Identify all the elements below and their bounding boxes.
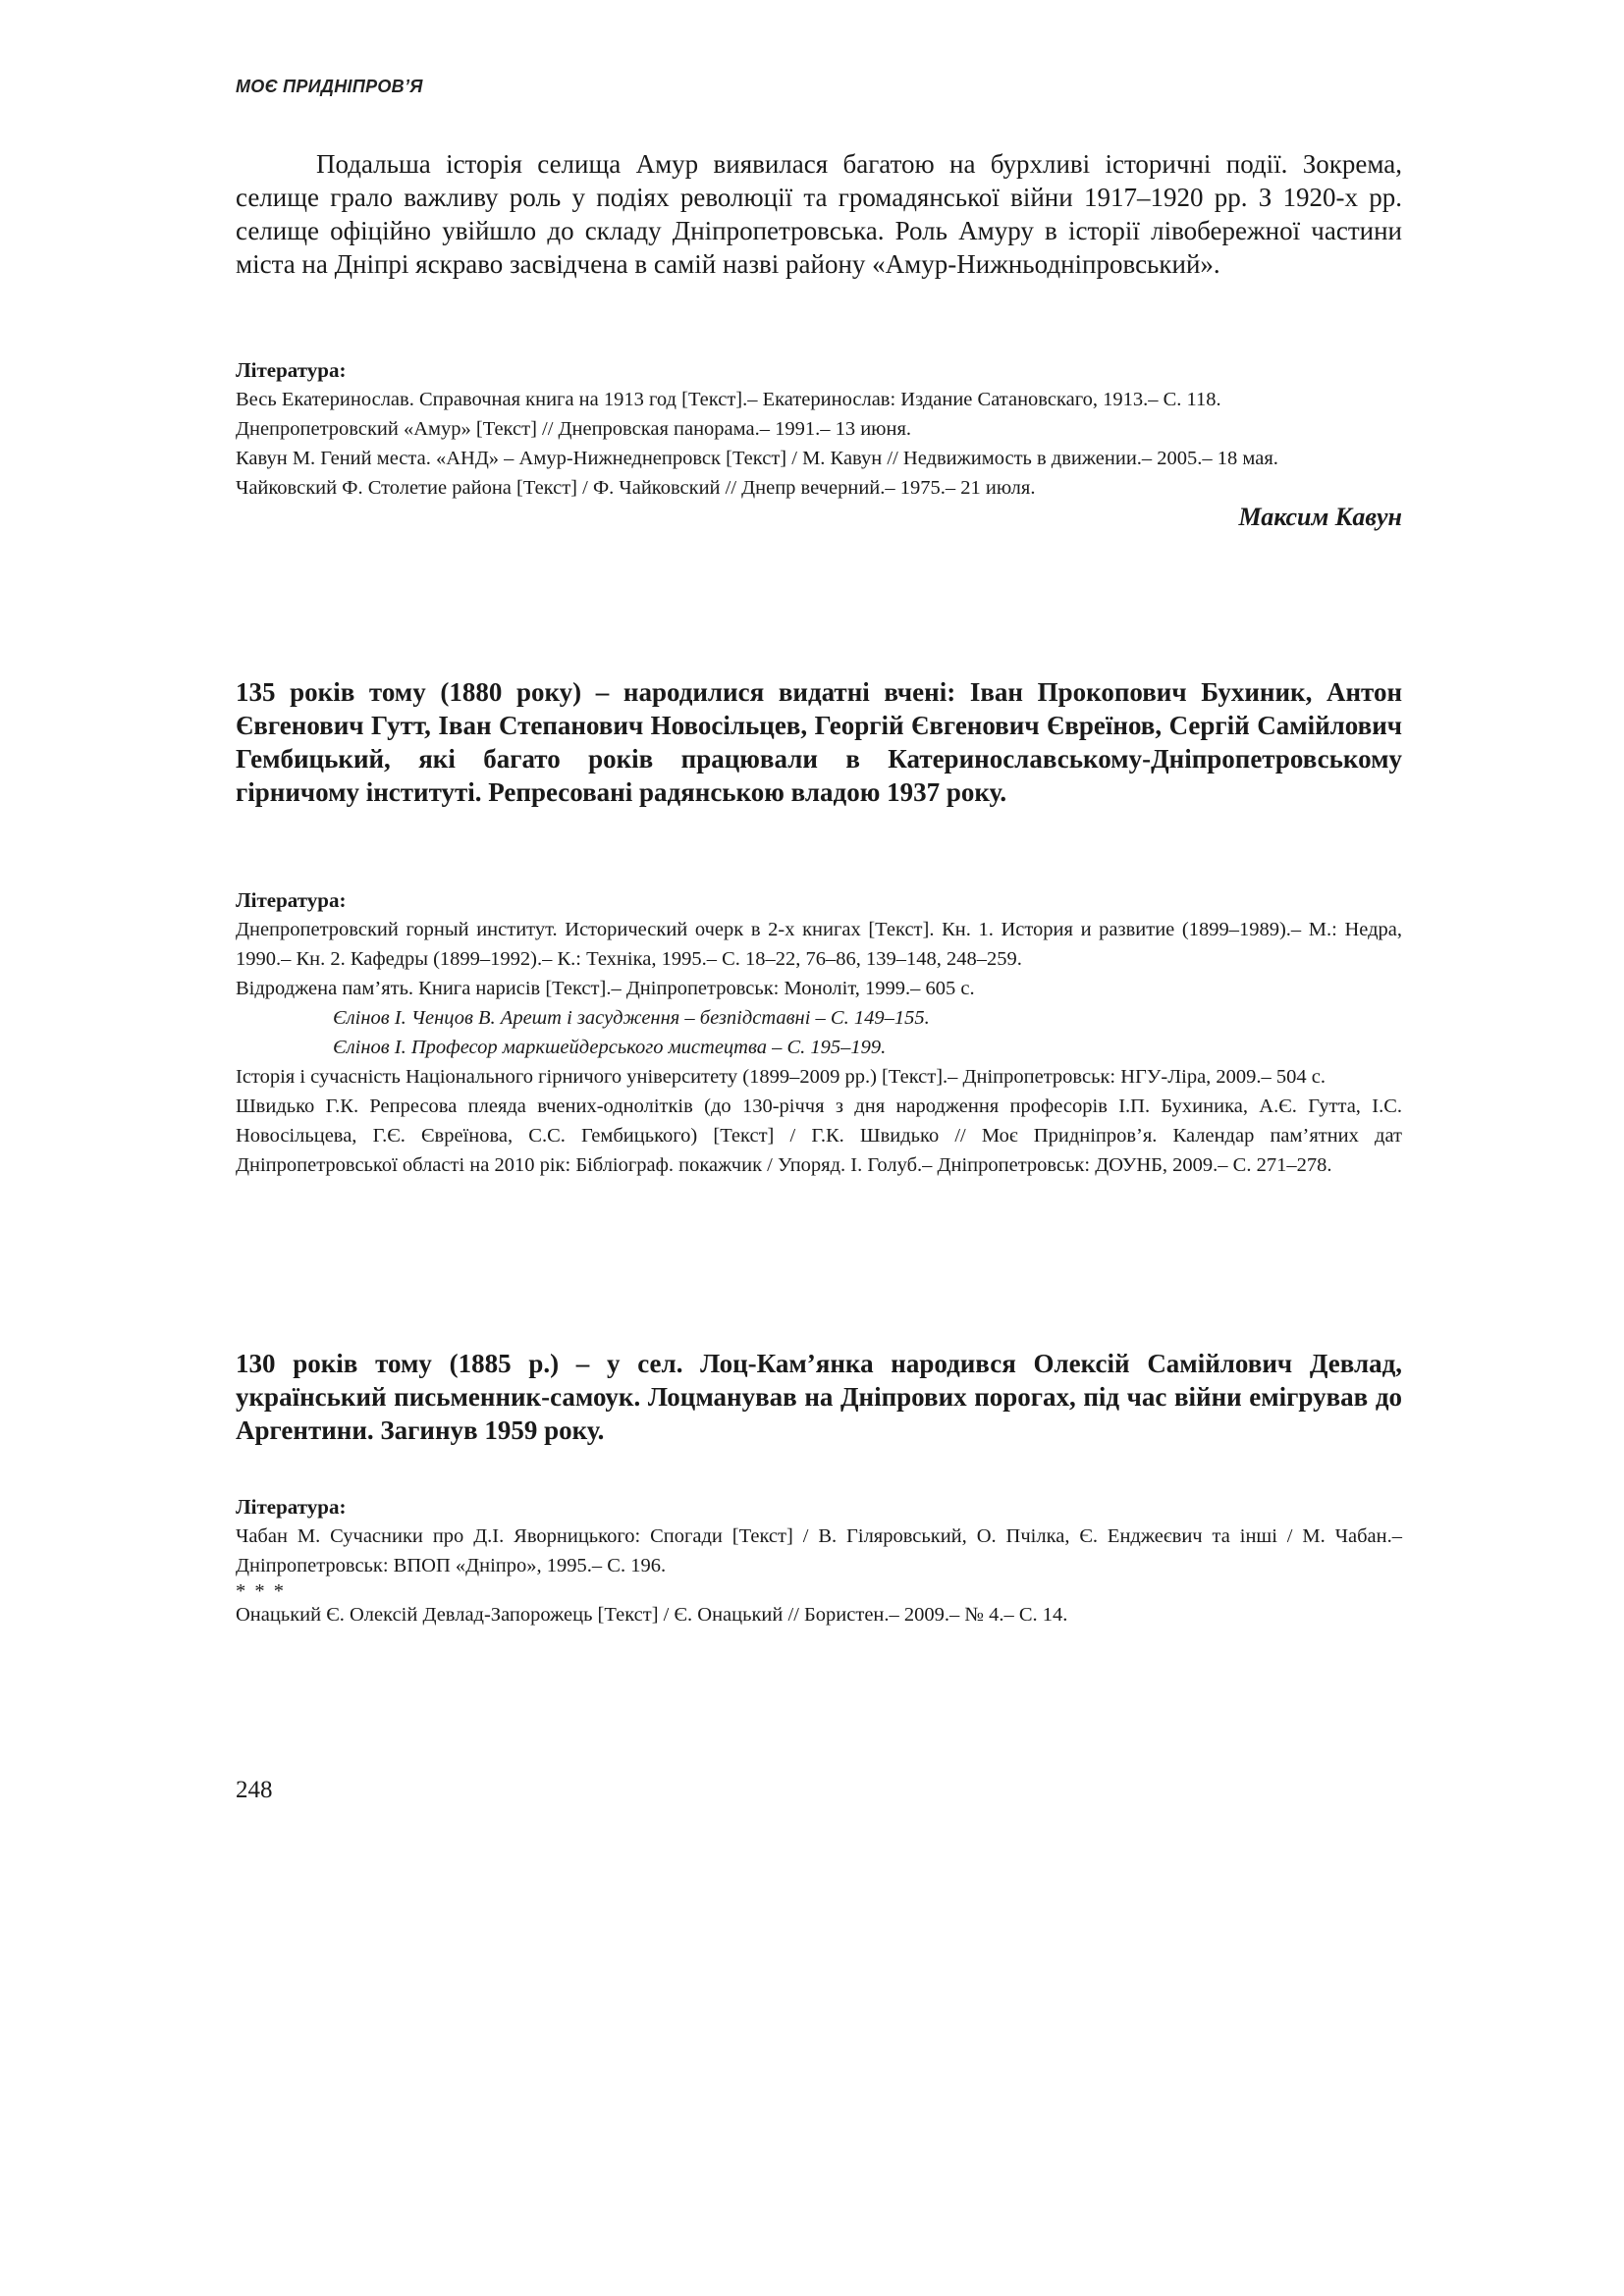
reference-item: Чабан М. Сучасники про Д.І. Яворницького: Спогади [Текст] / В. Гіляровський, О. Пчілка, Є. Енджеєвич та інші / М. Чабан.– Дніпропетровськ: ВПОП «Дніпро», 1995.– С. 196. — [236, 1525, 1402, 1576]
section2-literature — [236, 885, 1402, 1180]
event-paragraph: 135 років тому (1880 року) – народилися видатні вчені: Іван Прокопович Бухиник, Антон Євгенович Гутт, Іван Степанович Новосільцев, Георгій Євгенович Євреїнов, Сергій Самійлович Гембицький, які багато років працювали в Катеринославському-Дніпропетровському гірничому інституті. Репресовані радянською владою 1937 року. — [236, 677, 1402, 807]
section3-literature — [236, 1492, 1402, 1629]
reference-item: Швидько Г.К. Репресова плеяда вчених-однолітків (до 130-річчя з дня народження професорів І.П. Бухиника, А.Є. Гутта, І.С. Новосільцева, Г.Є. Євреїнова, С.С. Гембицького) [Текст] / Г.К. Швидько // Моє Придніпров’я. Календар пам’ятних дат Дніпропетровської області на 2010 рік: Бібліограф. покажчик / Упоряд. І. Голуб.– Дніпропетровськ: ДОУНБ, 2009.– С. 271–278. — [236, 1095, 1402, 1176]
reference-item: Днепропетровский горный институт. Исторический очерк в 2-х книгах [Текст]. Кн. 1. История и развитие (1899–1989).– М.: Недра, 1990.– Кн. 2. Кафедры (1899–1992).– К.: Техніка, 1995.– С. 18–22, 76–86, 139–148, 248–259. — [236, 919, 1402, 970]
literature-heading: Література: — [236, 1495, 347, 1519]
reference-item: Весь Екатеринослав. Справочная книга на 1913 год [Текст].– Екатеринослав: Издание Сатановскаго, 1913.– С. 118. — [236, 389, 1221, 410]
literature-heading: Література: — [236, 888, 347, 912]
reference-item: Історія і сучасність Національного гірничого університету (1899–2009 рр.) [Текст].– Дніпропетровськ: НГУ-Ліра, 2009.– 504 с. — [236, 1066, 1326, 1088]
reference-list — [236, 385, 1402, 503]
section1-literature — [236, 355, 1402, 532]
separator-stars: * * * — [236, 1580, 286, 1602]
reference-item: Днепропетровский «Амур» [Текст] // Днепровская панорама.– 1991.– 13 июня. — [236, 418, 912, 440]
reference-item: Чайковский Ф. Столетие района [Текст] / Ф. Чайковский // Днепр вечерний.– 1975.– 21 июля. — [236, 477, 1036, 499]
reference-list — [236, 1522, 1402, 1629]
running-header: МОЄ ПРИДНІПРОВ’Я — [236, 77, 423, 96]
reference-item: Відроджена пам’ять. Книга нарисів [Текст].– Дніпропетровськ: Моноліт, 1999.– 605 с. — [236, 978, 975, 999]
sub-reference-item: Єлінов І. Ченцов В. Арешт і засудження – безпідставні – С. 149–155. — [333, 1007, 930, 1029]
literature-heading: Література: — [236, 358, 347, 382]
sub-reference-item: Єлінов І. Професор маркшейдерського мистецтва – С. 195–199. — [333, 1037, 887, 1058]
intro-paragraph: Подальша історія селища Амур виявилася багатою на бурхливі історичні події. Зокрема, селище грало важливу роль у подіях революції та громадянської війни 1917–1920 рр. З 1920-х рр. селище офіційно увійшло до складу Дніпропетровська. Роль Амуру в історії лівобережної частини міста на Дніпрі яскраво засвідчена в самій назві району «Амур-Нижньодніпровський». — [236, 149, 1402, 279]
reference-list — [236, 915, 1402, 1180]
article-author: Максим Кавун — [1238, 503, 1402, 531]
reference-item: Онацький Є. Олексій Девлад-Запорожець [Текст] / Є. Онацький // Бористен.– 2009.– № 4.– С. 14. — [236, 1604, 1068, 1626]
page-number: 248 — [236, 1777, 273, 1803]
event-paragraph: 130 років тому (1885 р.) – у сел. Лоц-Кам’янка народився Олексій Самійлович Девлад, український письменник-самоук. Лоцманував на Дніпрових порогах, під час війни емігрував до Аргентини. Загинув 1959 року. — [236, 1349, 1402, 1445]
section3-event — [236, 1347, 1402, 1447]
section2-event — [236, 675, 1402, 809]
reference-item: Кавун М. Гений места. «АНД» – Амур-Нижнеднепровск [Текст] / М. Кавун // Недвижимость в движении.– 2005.– 18 мая. — [236, 448, 1278, 469]
